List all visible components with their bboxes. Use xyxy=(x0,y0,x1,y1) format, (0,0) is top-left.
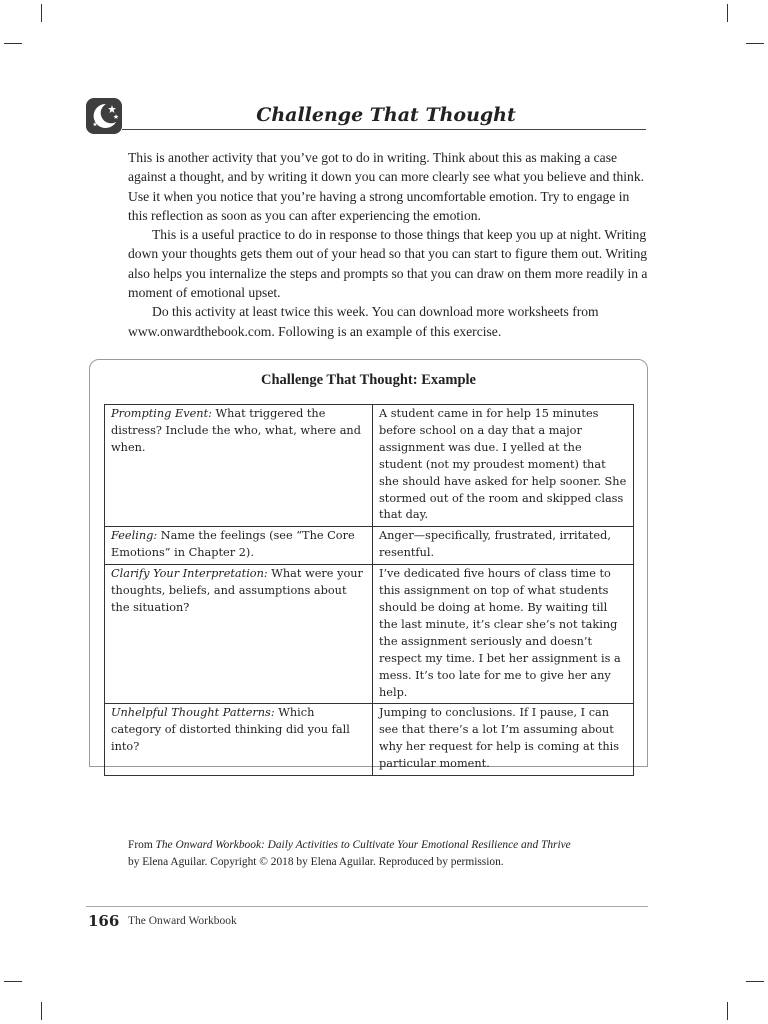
answer-cell: A student came in for help 15 minutes before school on a day that a major assignment was due. I yelled at the student (not my proudest moment) that she should have asked for help sooner. She stormed out of the room and skipped class that day. xyxy=(373,405,634,527)
prompt-cell xyxy=(105,527,373,565)
crop-mark xyxy=(727,1002,728,1020)
crop-mark xyxy=(746,43,764,44)
page-header xyxy=(86,96,646,136)
prompt-label: Feeling: xyxy=(111,529,158,543)
credit-line: by Elena Aguilar. Copyright © 2018 by Elena Aguilar. Reproduced by permission. xyxy=(128,855,504,868)
prompt-question: What were your thoughts, beliefs, and assumptions about the situation? xyxy=(111,567,363,614)
crop-mark xyxy=(727,4,728,22)
table-row xyxy=(105,565,634,704)
prompt-question: What triggered the distress? Include the who, what, where and when. xyxy=(111,407,361,454)
running-title: The Onward Workbook xyxy=(128,915,237,927)
prompt-cell xyxy=(105,565,373,704)
prompt-cell xyxy=(105,405,373,527)
example-box xyxy=(89,359,648,771)
intro-paragraph: Do this activity at least twice this week. You can download more worksheets from www.onwardthebook.com. Following is an example of this exercise. xyxy=(128,304,599,339)
page-title: Challenge That Thought xyxy=(256,104,516,126)
crop-mark xyxy=(4,981,22,982)
moon-stars-icon xyxy=(86,98,122,134)
prompt-label: Prompting Event: xyxy=(111,407,212,420)
prompt-question: Which category of distorted thinking did you fall into? xyxy=(111,706,350,754)
crop-mark xyxy=(41,4,42,22)
intro-paragraph: This is another activity that you’ve got to do in writing. Think about this as making a case against a thought, and by writing it down you can more clearly see what you believe and think. Use it when you notice that you’re having a strong uncomfortable emotion. Try to engage in this reflection as soon as you can after experiencing the emotion. xyxy=(128,150,645,223)
credit-book-title: The Onward Workbook: Daily Activities to Cultivate Your Emotional Resilience and Thrive xyxy=(155,839,571,851)
prompt-label: Unhelpful Thought Patterns: xyxy=(111,706,275,720)
answer-cell: Jumping to conclusions. If I pause, I can see that there’s a lot I’m assuming about why her request for help is coming at this particular moment. xyxy=(373,704,634,776)
answer-cell: Anger—specifically, frustrated, irritated, resentful. xyxy=(373,527,634,565)
prompt-label: Clarify Your Interpretation: xyxy=(111,567,268,581)
credit-prefix: From xyxy=(128,839,156,851)
intro-paragraph: This is a useful practice to do in response to those things that keep you up at night. Writing down your thoughts gets them out of your head so that you can start to figure them out. Writing also helps you internalize the steps and prompts so that you can draw on them more readily in a moment of emotional upset. xyxy=(128,227,648,301)
table-row xyxy=(105,527,634,565)
title-underline xyxy=(122,129,646,130)
page-number: 166 xyxy=(88,912,120,930)
crop-mark xyxy=(746,981,764,982)
example-title: Challenge That Thought: Example xyxy=(261,372,476,388)
intro-text xyxy=(128,148,648,341)
crop-mark xyxy=(4,43,22,44)
prompt-cell xyxy=(105,704,373,776)
crop-mark xyxy=(41,1002,42,1020)
permission-credit xyxy=(128,837,648,870)
table-row xyxy=(105,405,634,527)
answer-cell: I’ve dedicated five hours of class time to this assignment on top of what students should be doing at home. By waiting till the last minute, it’s clear she’s not taking the assignment seriously and doesn’t respect my time. I bet her assignment is a mess. It’s too late for me to give her any help. xyxy=(373,565,634,704)
credit-line xyxy=(128,837,648,854)
prompt-question: Name the feelings (see “The Core Emotions” in Chapter 2). xyxy=(111,529,355,560)
table-row xyxy=(105,704,634,776)
footer-divider xyxy=(86,906,648,907)
example-table xyxy=(104,404,634,776)
